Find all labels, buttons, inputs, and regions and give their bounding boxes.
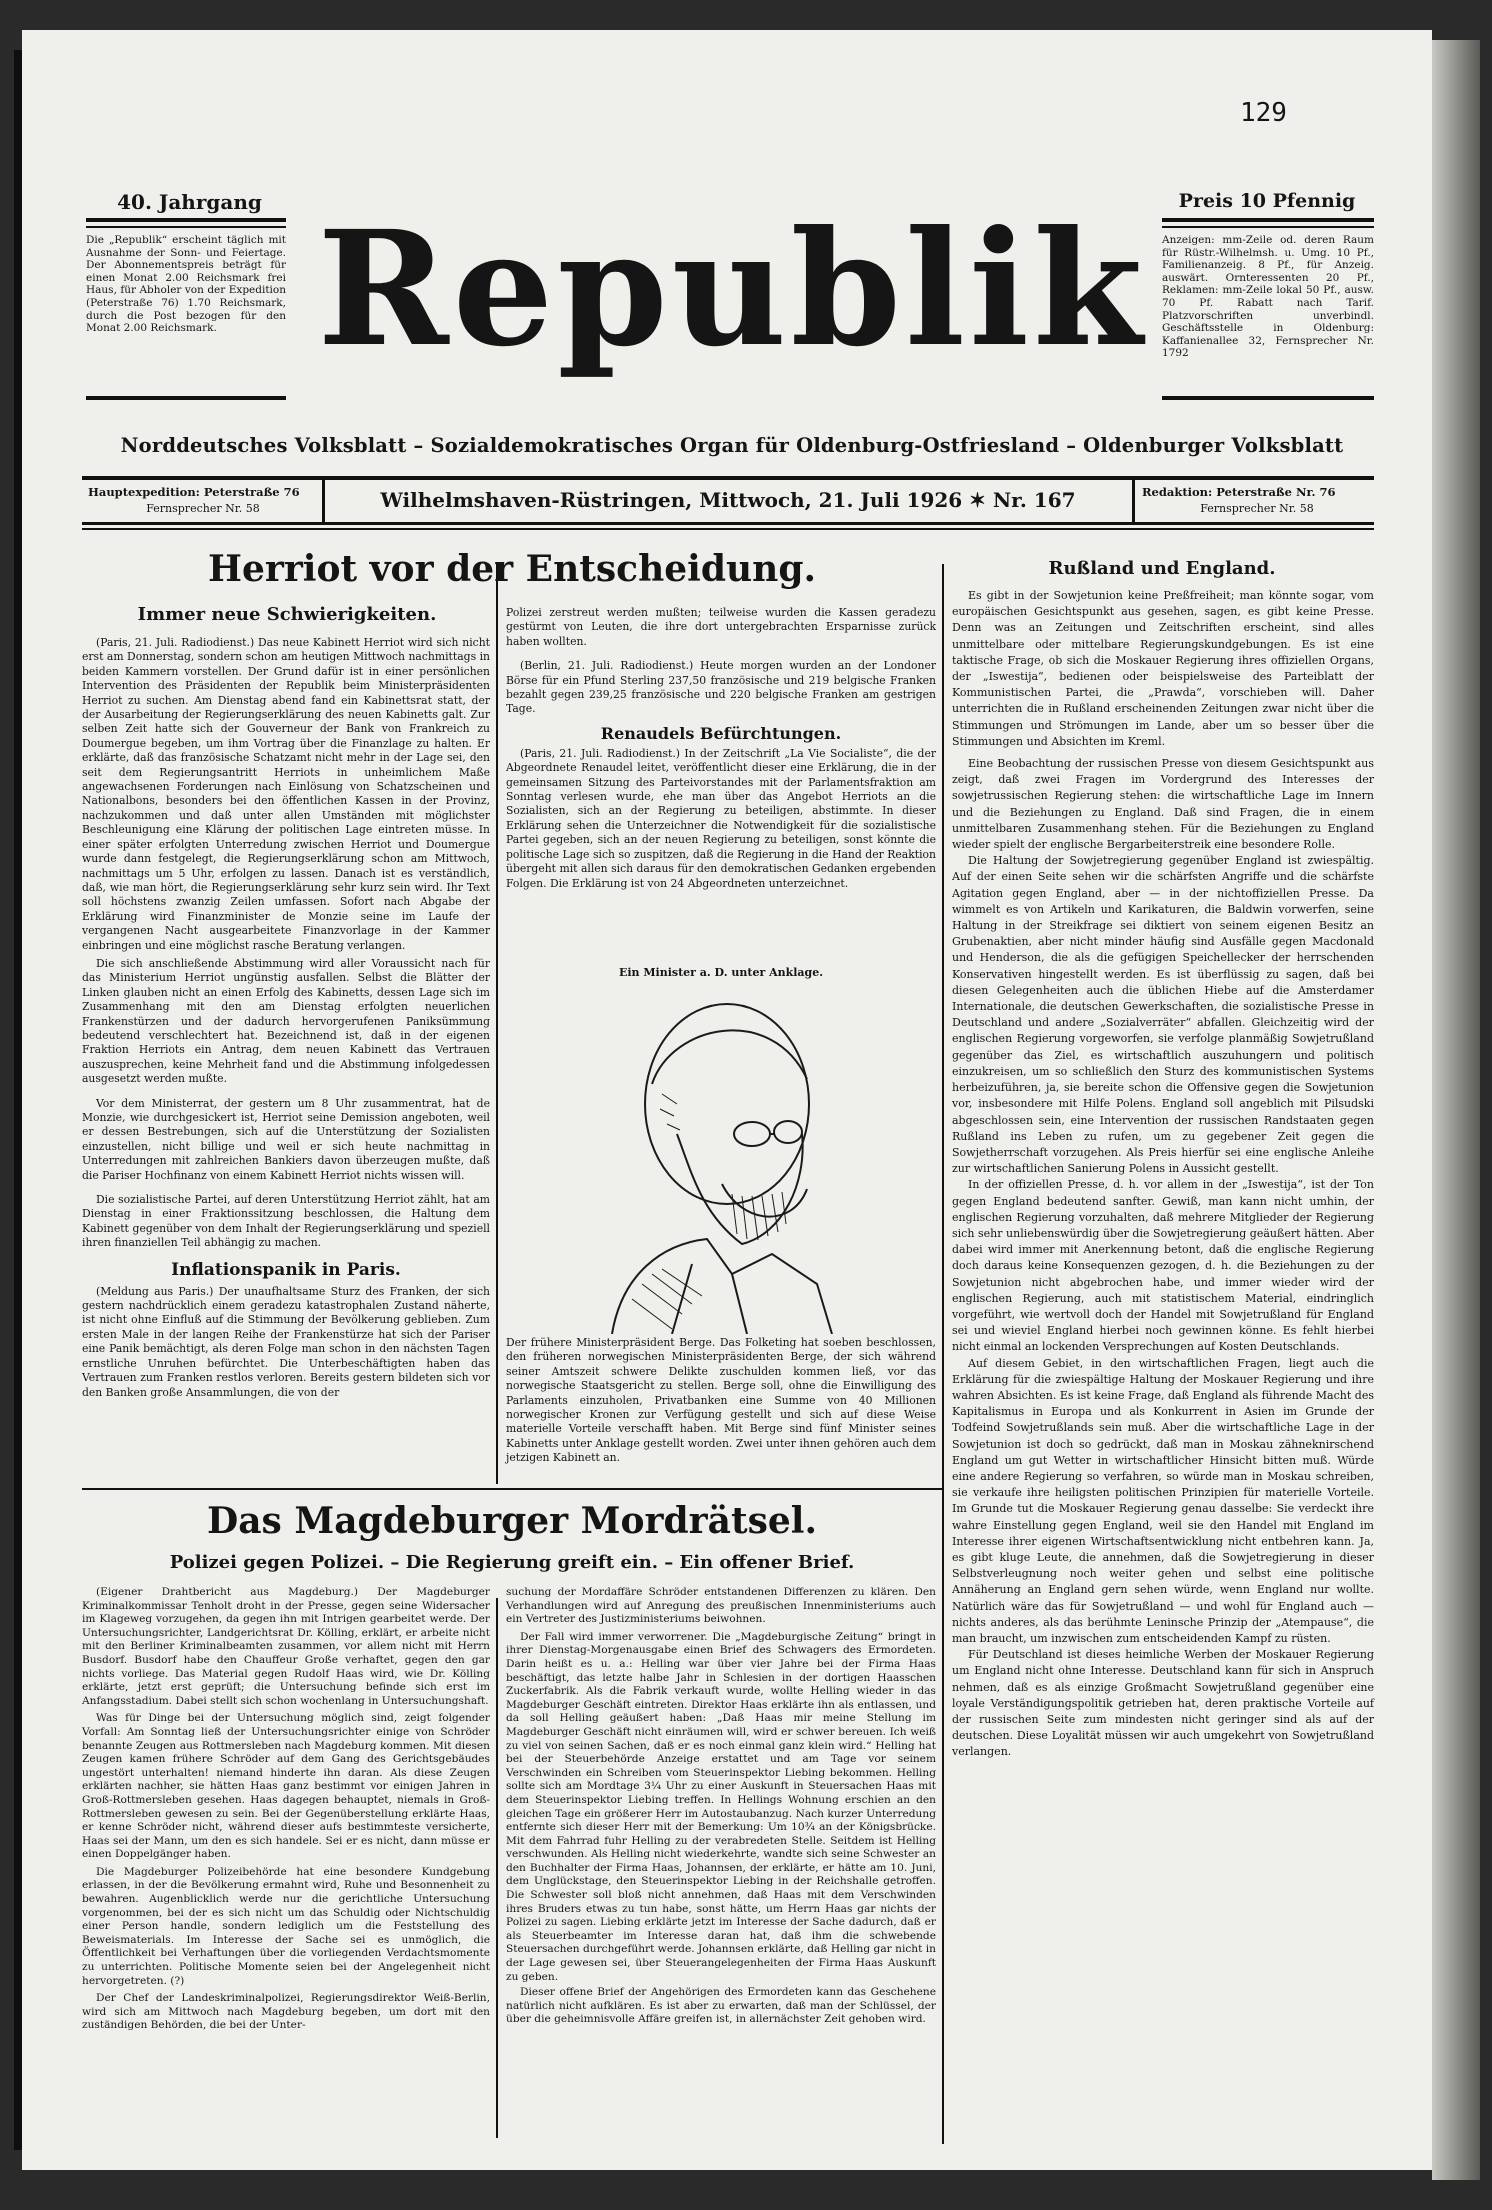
herriot-column-2 (506, 606, 936, 891)
portrait-title: Ein Minister a. D. unter Anklage. (618, 966, 824, 979)
russland-column (952, 588, 1374, 1761)
paragraph: Der Chef der Landeskriminalpolizei, Regierungsdirektor Weiß-Berlin, wird sich am Mittwoch nach Magdeburg begeben, um dort mit den zuständigen Behörden, die bei der Unter- (82, 1992, 490, 2032)
page-number: 129 (1240, 98, 1287, 128)
paragraph: Polizei zerstreut werden mußten; teilweise wurden die Kassen geradezu gestürmt von Leuten, die ihre dort untergebrachten Ersparnisse zurück haben wollten. (506, 606, 936, 648)
paragraph: Eine Beobachtung der russischen Presse von diesem Gesichtspunkt aus zeigt, daß zwei Fragen im Vordergrund des Interesses der sowjetrussischen Regierung stehen: die wirtschaftliche Lage im Innern und die Beziehungen zu England. Daß sind Fragen, die in einem unmittelbaren Zusammenhang stehen. Für die Beziehungen zu England wieder spielt der englische Bergarbeiterstreik eine besondere Rolle. (952, 757, 1374, 852)
renaudel-subheading: Renaudels Befürchtungen. (600, 723, 842, 743)
newspaper-page (22, 30, 1432, 2170)
editorial-address: Redaktion: Peterstraße Nr. 76 (1142, 485, 1336, 499)
paragraph: Die Magdeburger Polizeibehörde hat eine besondere Kundgebung erlassen, in der die Bevölkerung ermahnt wird, Ruhe und Besonnenheit zu bewahren. Augenblicklich werde nur die gerichtliche Untersuchung vorgenommen, bei der es sich nicht um das Schuldig oder Nichtschuldig einer Person handle, sondern lediglich um die Feststellung des Beweismaterials. Im Interesse der Sache sei es unmöglich, die Öffentlichkeit bei Verhaftungen über die vorliegenden Verdachtsmomente zu unterrichten. Politische Momente seien bei der Angelegenheit nicht hervorgetreten. (?) (82, 1865, 490, 1987)
advertising-info: Anzeigen: mm-Zeile od. deren Raum für Rüstr.-Wilhelmsh. u. Umg. 10 Pf., Familienanzeig. 8 Pf., für Anzeig. auswärt. Ornteressenten 20 Pf., Reklamen: mm-Zeile lokal 50 Pf., ausw. 70 Pf. Rabatt nach Tarif. Platzvorschriften unverbindl. Geschäftsstelle in Oldenburg: Kaffanienallee 32, Fernsprecher Nr. 1792 (1162, 234, 1374, 360)
paragraph: Die Haltung der Sowjetregierung gegenüber England ist zwiespältig. Auf der einen Seite sehen wir die schärfsten Angriffe und die schärfste Agitation gegen England, aber — in der nichtoffiziellen Presse. Da wimmelt es von Artikeln und Karikaturen, die Baldwin vorwerfen, seine Haltung in der Streikfrage sei diktiert von seinem eigenen Besitz an Grubenaktien, aber nicht minder häufig sind Ausfälle gegen Macdonald und Henderson, die als die gefügigen Speichellecker der herrschenden Konservativen hingestellt werden. Es ist überflüssig zu sagen, daß bei diesen Gelegenheiten auch die üblichen Hiebe auf die Amsterdamer Internationale, die deutschen Gewerkschaften, die sozialistische Presse in Deutschland und andere „Sozialverräter“ abfallen. Gleichzeitig wird der englischen Regierung vorgeworfen, sie verfolge planmäßig Sowjetrußland gegenüber das Ziel, es wirtschaftlich auszuhungern und politisch einzukreisen, um so schließlich den Sturz des kommunistischen Systems herbeizuführen, ja, sie bereite schon die Offensive gegen die Sowjetunion vor, insbesondere mit Hilfe Polens. England soll angeblich mit Pilsudski abgeschlossen sein, eine Intervention der russischen Randstaaten gegen Rußland ins Leben zu rufen, um zu gegebener Zeit gegen die Sowjetherrschaft vorzugehen. Als Preis hierfür sei eine englische Anleihe zur wirtschaftlichen Sanierung Polens in Aussicht gestellt. (952, 854, 1374, 1176)
price-label: Preis 10 Pfennig (1178, 190, 1356, 212)
dateline: Wilhelmshaven-Rüstringen, Mittwoch, 21. Juli 1926 ✶ Nr. 167 (380, 488, 1076, 512)
herriot-subheading: Immer neue Schwierigkeiten. (137, 604, 437, 625)
paragraph: (Meldung aus Paris.) Der unaufhaltsame Sturz des Franken, der sich gestern nachdrücklich einem geradezu katastrophalen Zustand näherte, ist nicht ohne Einfluß auf die Stimmung der Bevölkerung geblieben. Zum ersten Male in der langen Reihe der Frankenstürze hat sich der Pariser eine Panik bemächtigt, als deren Folge man schon in den nächsten Tagen ernstliche Unruhen befürchtet. Die Unterbeschäftigten haben das Vertrauen zum Franken restlos verloren. Bereits gestern bildeten sich vor den Banken große Ansammlungen, die von der (82, 1284, 490, 1399)
paragraph: (Eigener Drahtbericht aus Magdeburg.) Der Magdeburger Kriminalkommissar Tenholt droht in der Presse, gegen seine Widersacher im Klageweg vorzugehen, da gegen ihn mit Intrigen gearbeitet werde. Der Untersuchungsrichter, Landgerichtsrat Dr. Kölling, erklärt, er arbeite nicht mit den Berliner Kriminalbeamten zusammen, vor allem nicht mit Herrn Busdorf. Busdorf habe den Chauffeur Große verhaftet, gegen den gar nichts vorliege. Das Material gegen Rudolf Haas wird, wie Dr. Kölling erklärte, jetzt erst geprüft; die Untersuchung befinde sich erst im Anfangsstadium. Dabei stellt sich schon wochenlang in Untersuchungshaft. (82, 1586, 490, 1707)
paragraph: Für Deutschland ist dieses heimliche Werben der Moskauer Regierung um England nicht ohne Interesse. Deutschland kann für sich in Anspruch nehmen, daß es als einzige Großmacht Sowjetrußland gegenüber eine loyale Verständigungspolitik getrieben hat, deren praktische Vorteile auf der russischen Seite zum mindesten nicht geringer sind als auf der deutschen. Diese Loyalität müssen wir auch umgekehrt von Sowjetrußland verlangen. (952, 1648, 1374, 1759)
magdeburg-subheading: Polizei gegen Polizei. – Die Regierung greift ein. – Ein offener Brief. (169, 1552, 855, 1573)
paragraph: Die sich anschließende Abstimmung wird aller Voraussicht nach für das Ministerium Herriot ungünstig ausfallen. Selbst die Blätter der Linken glauben nicht an einen Erfolg des Kabinetts, dessen Lage sich im Zusammenhang mit den am Dienstag erfolgten neuerlichen Frankenstürzen und der dadurch hervorgerufenen Paniksümmung bedeutend verschlechtert hat. Bezeichnend ist, daß in der eigenen Fraktion Herriots ein Antrag, dem neuen Kabinett das Vertrauen auszusprechen, keine Mehrheit fand und die Abstimmung infolgedessen ausgesetzt werden mußte. (82, 956, 490, 1086)
masthead-subtitle: Norddeutsches Volksblatt – Sozialdemokratisches Organ für Oldenburg-Ostfriesland – Oldenburger Volksblatt (120, 434, 1344, 457)
inflation-subheading: Inflationspanik in Paris. (171, 1259, 401, 1280)
russland-headline: Rußland und England. (1048, 558, 1276, 579)
portrait-caption: Der frühere Ministerpräsident Berge. Das Folketing hat soeben beschlossen, den früheren norwegischen Ministerpräsidenten Berge, der sich während seiner Amtszeit schwere Delikte zuschulden kommen ließ, vor das norwegische Staatsgericht zu stellen. Berge soll, ohne die Einwilligung des Parlaments einzuholen, Privatbanken eine Summe von 40 Millionen norwegischer Kronen zur Verfügung gestellt und sich auf diese Weise materielle Vorteile verschafft haben. Mit Berge sind fünf Minister seines Kabinetts unter Anklage gestellt worden. Zwei unter ihnen gehören auch dem jetzigen Kabinett an. (506, 1336, 936, 1465)
year-label: 40. Jahrgang (117, 190, 262, 214)
magdeburg-column-2 (506, 1586, 936, 2027)
herriot-column-1 (82, 636, 490, 1400)
paragraph: (Paris, 21. Juli. Radiodienst.) Das neue Kabinett Herriot wird sich nicht erst am Donnerstag, sondern schon am heutigen Mittwoch nachmittags in beiden Kammern vorstellen. Der Grund dafür ist in einer persönlichen Intervention des Präsidenten der Republik beim Ministerpräsidenten Herriot zu suchen. Am Dienstag abend fand ein Kabinettsrat statt, der der Ausarbeitung der Regierungserklärung des neuen Kabinetts galt. Zur selben Zeit hatte sich der Gouverneur der Bank von Frankreich zu Doumergue begeben, um ihm Vortrag über die Finanzlage zu halten. Er erklärte, daß das französische Schatzamt nicht mehr in der Lage sei, den seit dem Regierungsantritt Herriots in unheimlichem Maße angewachsenen Forderungen nach Einlösung von Schatzscheinen und Nationalbons, besonders bei den öffentlichen Kassen in der Provinz, nachzukommen und daß unter allen Umständen mit möglichster Beschleunigung eine Klärung der politischen Lage eintreten müsse. In einer später erfolgten Unterredung zwischen Herriot und Doumergue wurde dann festgelegt, die Regierungserklärung schon am Mittwoch, nachmittags um 5 Uhr, erfolgen zu lassen. Danach ist es verständlich, daß, wie man hört, die Regierungserklärung sehr kurz sein wird. Ihr Text soll höchstens zwanzig Zeilen umfassen. Sofort nach Abgabe der Erklärung wird Finanzminister de Monzie seine im Laufe der vergangenen Nacht ausgearbeitete Finanzvorlage in der Kammer einbringen und eine möglichst rasche Beratung verlangen. (82, 636, 490, 952)
paragraph: In der offiziellen Presse, d. h. vor allem in der „Iswestija“, ist der Ton gegen England bedeutend sanfter. Gewiß, man kann nicht umhin, der englischen Regierung vorzuhalten, daß mehrere Mitglieder der Regierung sich sehr unliebenswürdig über die Sowjetregierung geäußert hätten. Aber dabei wird immer mit Anerkennung betont, daß die englische Regierung doch daraus keine Konsequenzen gezogen, d. h. die Beziehungen zu der Sowjetunion nicht abgebrochen habe, und immer wieder wird der englischen Regierung, auch mit statistischem Material, eindringlich vorgeführt, wie wertvoll doch der Handel mit Sowjetrußland für England sei und wieviel England hierbei noch gewinnen könne. Es fehlt hierbei nicht einmal an lockenden Versprechungen auf Kosten Deutschlands. (952, 1178, 1374, 1354)
portrait-illustration (582, 984, 852, 1334)
paragraph: Der Fall wird immer verworrener. Die „Magdeburgische Zeitung“ bringt in ihrer Dienstag-Morgenausgabe einen Brief des Schwagers des Ermordeten. Darin heißt es u. a.: Helling war über vier Jahre bei der Firma Haas beschäftigt, das letzte halbe Jahr in Schlesien in der dortigen Haasschen Zuckerfabrik. Als die Fabrik verkauft wurde, wollte Helling wieder in das Magdeburger Geschäft eintreten. Direktor Haas erklärte ihn als entlassen, und da soll Helling geäußert haben: „Daß Haas mir meine Stellung im Magdeburger Geschäft nicht einräumen will, wird er schwer bereuen. Ich weiß zu viel von seinen Sachen, daß er es noch einmal ganz klein wird.“ Helling hat bei der Steuerbehörde Anzeige erstattet und am Tage vor seinem Verschwinden ein Schreiben vom Steuerinspektor Liebing bekommen. Helling sollte sich am Mordtage 3¼ Uhr zu einer Auskunft in Steuersachen Haas mit dem Steuerinspektor Liebing treffen. In Hellings Wohnung erschien an den gleichen Tage ein größerer Herr im Autostaubanzug. Nach kurzer Unterredung entfernte sich dieser Herr mit der Bemerkung: Um 10¾ an der Königsbrücke. Mit dem Fahrrad fuhr Helling zu der verabredeten Stelle. Seitdem ist Helling verschwunden. Als Helling nicht wiederkehrte, wandte sich seine Schwester an den Buchhalter der Firma Haas, Johannsen, der erklärte, er hätte am 10. Juni, dem Unglückstage, den Steuerinspektor Liebing in der Reichshalle getroffen. Die Schwester soll bloß nicht annehmen, daß Haas mit dem Verschwinden ihres Bruders etwas zu tun habe, sonst hätte, um Herrn Haas gar nichts der Polizei zu sagen. Liebing erklärte jetzt im Interesse der Sache dadurch, daß er als Steuerbeamter im Interesse daran hat, daß ihm die schwebende Steuersachen durchgeführt werde. Johannsen erklärte, daß Helling gar nicht in der Lage gewesen sei, über Steuerangelegenheiten der Firma Haas Auskunft zu geben. (506, 1630, 936, 1983)
paragraph: Vor dem Ministerrat, der gestern um 8 Uhr zusammentrat, hat de Monzie, wie durchgesickert ist, Herriot seine Demission angeboten, weil er dessen Bestrebungen, sich auf die Unterstützung der Sozialisten einzustellen, nicht billige und weil er sich heute nachmittag in Unterredungen mit zahlreichen Bankiers davon überzeugen mußte, daß die Pariser Hochfinanz von einem Kabinett Herriot nichts wissen will. (82, 1096, 490, 1182)
herriot-headline: Herriot vor der Entscheidung. (207, 548, 817, 590)
paragraph: (Berlin, 21. Juli. Radiodienst.) Heute morgen wurden an der Londoner Börse für ein Pfund Sterling 237,50 französische und 219 belgische Franken bezahlt gegen 239,25 französische und 220 belgische Franken am gestrigen Tage. (506, 659, 936, 716)
expedition-address: Hauptexpedition: Peterstraße 76 (88, 485, 300, 499)
paragraph: Die sozialistische Partei, auf deren Unterstützung Herriot zählt, hat am Dienstag in einer Fraktionssitzung beschlossen, die Haltung dem Kabinett gegenüber von dem Inhalt der Regierungserklärung und speziell ihren finanziellen Teil abhängig zu machen. (82, 1193, 490, 1250)
magdeburg-column-1 (82, 1586, 490, 2033)
paragraph: suchung der Mordaffäre Schröder entstandenen Differenzen zu klären. Den Verhandlungen wird auf Anregung des preußischen Innenministeriums auch ein Vertreter des Justizministeriums beiwohnen. (506, 1586, 936, 1626)
paragraph: Dieser offene Brief der Angehörigen des Ermordeten kann das Geschehene natürlich nicht aufklären. Es ist aber zu erwarten, daß man der Schlüssel, der über die geheimnisvolle Affäre greifen ist, in allernächster Zeit gehoben wird. (506, 1986, 936, 2026)
paragraph: Auf diesem Gebiet, in den wirtschaftlichen Fragen, liegt auch die Erklärung für die zwiespältige Haltung der Moskauer Regierung und ihre wahren Absichten. Es ist keine Frage, daß England als führende Macht des Kapitalismus in Europa und als Konkurrent in Asien im Grunde der Todfeind Sowjetrußlands sein muß. Aber die wirtschaftliche Lage in der Sowjetunion ist doch so gedrückt, daß man in Moskau zähneknirschend England um gut Wetter in wirtschaftlicher Hinsicht bitten muß. Würde eine andere Regierung so verfahren, so würde man in Moskau schreiben, sie verkaufe ihre heiligsten politischen Prinzipien für materielle Vorteile. Im Grunde tut die Moskauer Regierung genau dasselbe: Sie verdeckt ihre wahre Einstellung gegen England, weil sie den Handel mit England im Interesse ihrer eigenen Wirtschaftsentwicklung nicht entbehren kann. Ja, es gibt kluge Leute, die annehmen, daß die Sowjetregierung in dieser Selbstverleugnung noch weiter gehen und selbst eine politische Annäherung an England gern sehen würde, wenn England nur wollte. Natürlich wäre das für Sowjetrußland — und wohl für England auch — nichts anderes, als das berühmte Leninsche Prinzip der „Atempause“, die man braucht, um inzwischen zum entscheidenden Kampf zu rüsten. (952, 1356, 1374, 1645)
subscription-info: Die „Republik“ erscheint täglich mit Ausnahme der Sonn- und Feiertage. Der Abonnementspreis beträgt für einen Monat 2.00 Reichsmark frei Haus, für Abholer von der Expedition (Peterstraße 76) 1.70 Reichsmark, durch die Post bezogen für den Monat 2.00 Reichsmark. (86, 234, 286, 335)
expedition-phone: Fernsprecher Nr. 58 (146, 502, 260, 515)
paragraph: Es gibt in der Sowjetunion keine Preßfreiheit; man könnte sogar, vom europäischen Gesichtspunkt aus gesehen, sagen, es gibt keine Presse. Denn was an Zeitungen und Zeitschriften erscheint, sind alles unmittelbare oder mittelbare Regierungskundgebungen. Es ist eine taktische Frage, ob sich die Moskauer Regierung ihres offiziellen Organs, der „Iswestija“, bedienen oder beispielsweise des Parteiblatt der Kommunistischen Partei, die „Prawda“, vorschieben will. Daher unterrichten die in Rußland erscheinenden Zeitungen zwar nicht über die Stimmungen und Strömungen im Lande, aber um so besser über die Stimmungen und Absichten im Kreml. (952, 589, 1374, 748)
newspaper-title: Republik (317, 197, 1147, 382)
paragraph: (Paris, 21. Juli. Radiodienst.) In der Zeitschrift „La Vie Socialiste“, die der Abgeordnete Renaudel leitet, veröffentlicht dieser eine Erklärung, die in der gemeinsamen Sitzung des Parteivorstandes mit der Parlamentsfraktion am Sonntag verlesen wurde, ehe man über das Angebot Herriots an die Sozialisten, sich an der Regierung zu beteiligen, abstimmte. In dieser Erklärung sehen die Unterzeichner die Notwendigkeit für die sozialistische Partei gegeben, sich an der neuen Regierung zu beteiligen, sonst könnte die politische Lage sich so zuspitzen, daß die Regierung in die Hand der Reaktion übergeht mit allen sich daraus für den demokratischen Gedanken ergebenden Folgen. Die Erklärung ist von 24 Abgeordneten unterzeichnet. (506, 746, 936, 890)
paragraph: Was für Dinge bei der Untersuchung möglich sind, zeigt folgender Vorfall: Am Sonntag ließ der Untersuchungsrichter einige von Schröder benannte Zeugen aus Rottmersleben nach Magdeburg kommen. Mit diesen Zeugen kamen frühere Schröder auf dem Gang des Gerichtsgebäudes ungestört unterhalten! niemand hinderte ihn daran. Als diese Zeugen erklärten nachher, sie hätten Haas ganz bestimmt vor einigen Jahren in Groß-Rottmersleben gesehen. Haas dagegen behauptet, niemals in Groß-Rottmersleben gewesen zu sein. Bei der Gegenüberstellung erklärte Haas, er kenne Schröder nicht, während dieser aufs bestimmteste versicherte, Haas sei der Mann, um den es sich handele. Sei er es nicht, dann müsse er einen Doppelgänger haben. (82, 1712, 490, 1861)
magdeburg-headline: Das Magdeburger Mordrätsel. (207, 1500, 817, 1542)
editorial-phone: Fernsprecher Nr. 58 (1200, 502, 1314, 515)
page-binding-edge (1432, 40, 1480, 2180)
